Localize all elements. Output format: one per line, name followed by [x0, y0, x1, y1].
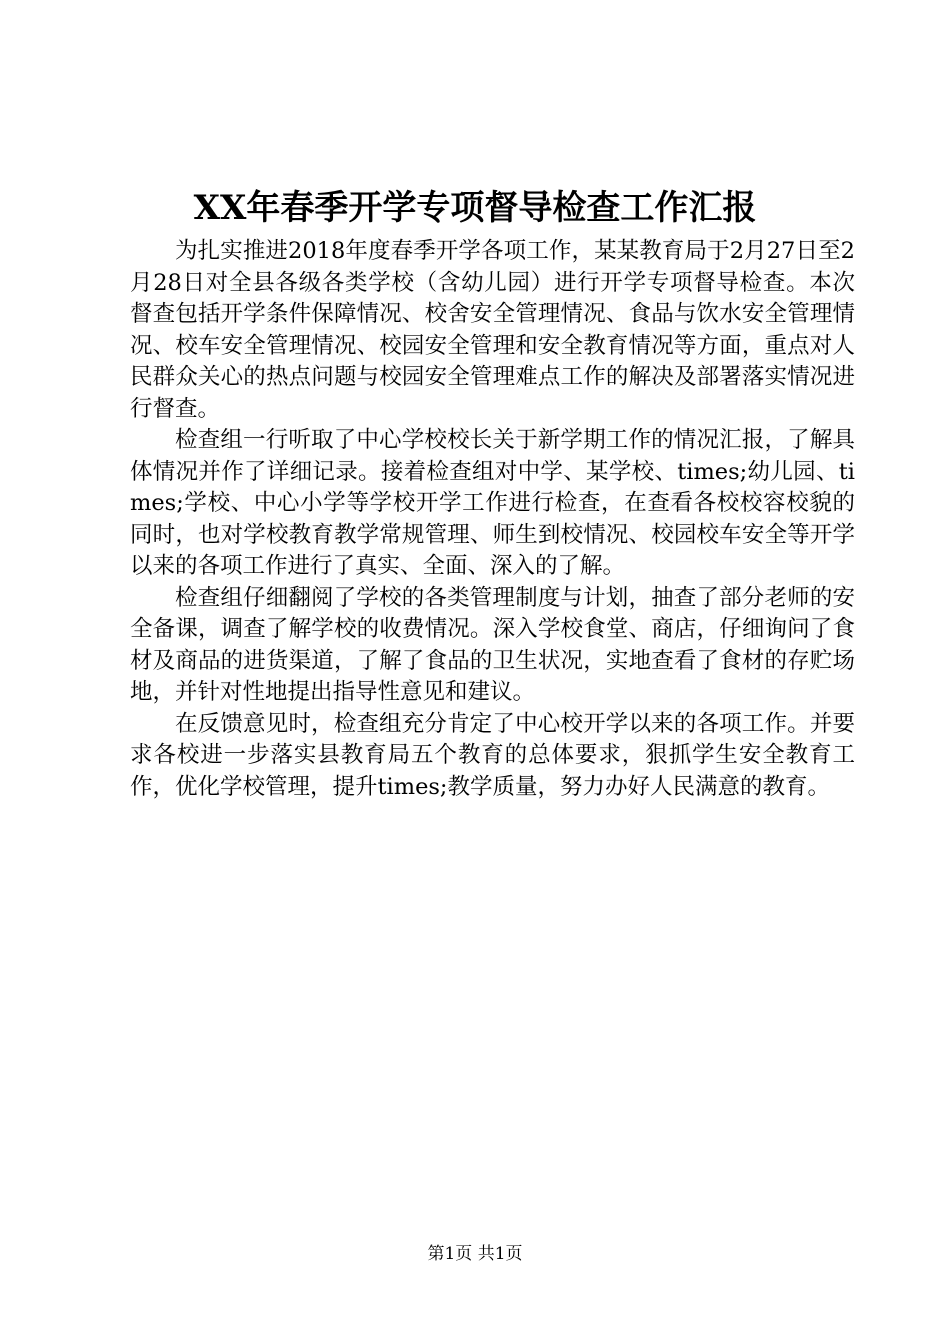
- paragraph-2: 检查组一行听取了中心学校校长关于新学期工作的情况汇报，了解具体情况并作了详细记录。接着检查组对中学、某学校、times;幼儿园、times;学校、中心小学等学校开学工作进行检查，在查看各校校容校貌的同时，也对学校教育教学常规管理、师生到校情况、校园校车安全等开学以来的各项工作进行了真实、全面、深入的了解。: [130, 427, 855, 579]
- document-title: XX年春季开学专项督导检查工作汇报: [193, 188, 757, 228]
- paragraph-3: 检查组仔细翻阅了学校的各类管理制度与计划，抽查了部分老师的安全备课，调查了解学校的收费情况。深入学校食堂、商店，仔细询问了食材及商品的进货渠道，了解了食品的卫生状况，实地查看了食材的存贮场地，并针对性地提出指导性意见和建议。: [130, 584, 855, 705]
- page-footer: 第1页 共1页: [427, 1244, 523, 1264]
- document-body: [130, 236, 855, 803]
- paragraph-4: 在反馈意见时，检查组充分肯定了中心校开学以来的各项工作。并要求各校进一步落实县教育局五个教育的总体要求，狠抓学生安全教育工作，优化学校管理，提升times;教学质量，努力办好人民满意的教育。: [130, 710, 855, 800]
- paragraph-1: 为扎实推进2018年度春季开学各项工作，某某教育局于2月27日至2月28日对全县各级各类学校（含幼儿园）进行开学专项督导检查。本次督查包括开学条件保障情况、校舍安全管理情况、食品与饮水安全管理情况、校车安全管理情况、校园安全管理和安全教育情况等方面，重点对人民群众关心的热点问题与校园安全管理难点工作的解决及部署落实情况进行督查。: [130, 238, 855, 422]
